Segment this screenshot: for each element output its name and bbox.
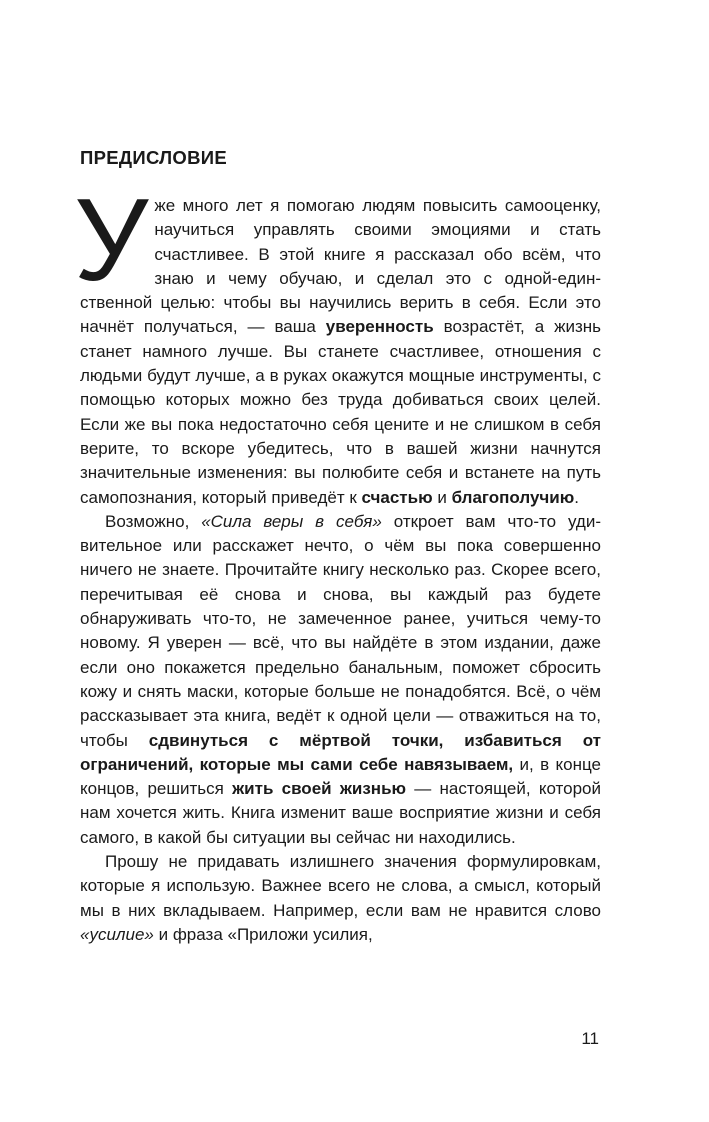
page-number: 11	[581, 1029, 599, 1048]
paragraph-3: Прошу не придавать излишнего значения формулировкам, которые я использую. Важнее всего не слова, а смысл, который мы в них вкладываем. Например, если вам не нравится слово «усилие» и фраза «Приложи усилия,	[80, 852, 601, 944]
emphasis-confidence: уверенность	[325, 317, 434, 337]
drop-cap: У	[74, 174, 149, 305]
book-title-italic: «Сила веры в себя»	[201, 511, 382, 531]
emphasis-live-your-life: жить своей жизнью	[232, 779, 407, 799]
body-text	[74, 174, 602, 947]
paragraph-2: Возможно, «Сила веры в себя» откроет вам что-то удивительное или расскажет нечто, о чём вы пока совершенно ничего не знаете. Прочитайте книгу несколько раз. Скорее всего, перечитывая её снова и снова, вы каждый раз будете обнаруживать что-то, не замеченное ранее, учиться чему-то новому. Я уверен — всё, что вы найдёте в этом издании, даже если оно покажется предельно банальным, поможет сбросить кожу и снять маски, которые больше не понадобятся. Всё, о чём рассказывает эта книга, ведёт к одной цели — отважиться на то, чтобы сдвинуться с мёртвой точки, избавиться от ограничений, которые мы сами себе навязываем, и, в конце концов, решиться жить своей жизнью — настоящей, которой нам хочется жить. Книга изменит ваше восприятие жизни и себя самого, в какой бы ситуации вы сейчас ни находились.	[80, 511, 602, 847]
paragraph-1: Уже много лет я помогаю людям повысить самооценку, научиться управлять своими эмоциями и стать счастливее. В этой книге я рассказал обо всём, что знаю и чему обучаю, и сделал это с одной-единственной целью: чтобы вы научились верить в себя. Если это начнёт получаться, — ваша уверенность возрастёт, а жизнь станет намного лучше. Вы станете счастливее, отношения с людьми будут лучше, а в руках окажутся мощные инструменты, с помощью которых можно без труда добиваться своих целей. Если же вы пока недостаточно себя цените и не слишком в себя верите, то вскоре убедитесь, что в вашей жизни начнутся значительные изменения: вы полюбите себя и встанете на путь самопознания, который приведёт к счастью и благополучию.	[74, 174, 601, 507]
emphasis-move-forward: сдвинуться с мёртвой точки, избавиться от ограничений, которые мы сами себе навязываем,	[80, 730, 601, 774]
emphasis-happiness: счастью	[361, 487, 433, 507]
word-effort-italic: «усилие»	[80, 924, 154, 944]
page-title: ПРЕДИСЛОВИЕ	[80, 147, 228, 168]
emphasis-wellbeing: благополучию	[451, 487, 575, 507]
